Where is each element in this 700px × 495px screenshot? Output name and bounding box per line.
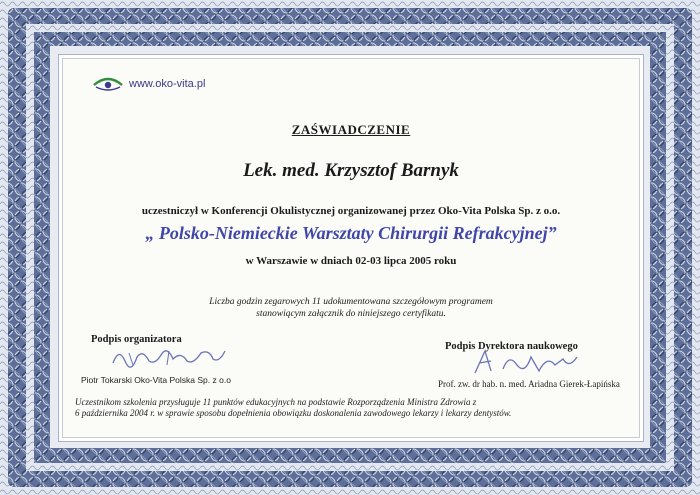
footer-line-2: 6 października 2004 r. w sprawie sposobu dopełnienia obowiązku doskonalenia zawodowego lekarzy i lekarzy dentystów. xyxy=(75,408,512,418)
hours-line-1: Liczba godzin zegarowych 11 udokumentowana szczegółowym programem xyxy=(209,297,493,307)
director-signature-image xyxy=(469,347,589,377)
director-signature-label: Podpis Dyrektora naukowego xyxy=(445,341,578,352)
hours-statement xyxy=(63,296,639,320)
website-url: www.oko-vita.pl xyxy=(129,78,206,90)
location-date: w Warszawie w dniach 02-03 lipca 2005 roku xyxy=(245,255,457,267)
eye-logo-icon xyxy=(93,77,123,91)
organizer-signature-image xyxy=(109,345,229,369)
recipient-name: Lek. med. Krzysztof Barnyk xyxy=(243,160,459,181)
certificate-title: ZAŚWIADCZENIE xyxy=(291,122,411,137)
organizer-signature-label: Podpis organizatora xyxy=(91,334,182,345)
oko-vita-logo xyxy=(93,77,205,91)
hours-line-2: stanowiącym załącznik do niniejszego certyfikatu. xyxy=(256,309,446,319)
workshop-name: „ Polsko-Niemieckie Warsztaty Chirurgii Refrakcyjnej” xyxy=(145,223,557,243)
director-name: Prof. zw. dr hab. n. med. Ariadna Gierek-Łapińska xyxy=(438,379,620,389)
participation-line: uczestniczył w Konferencji Okulistycznej organizowanej przez Oko-Vita Polska Sp. z o.o. xyxy=(141,205,561,217)
certificate-body xyxy=(62,58,640,438)
footer-line-1: Uczestnikom szkolenia przysługuje 11 punktów edukacyjnych na podstawie Rozporządzenia Ministra Zdrowia z xyxy=(75,397,477,407)
organizer-name: Piotr Tokarski Oko-Vita Polska Sp. z o.o xyxy=(81,375,231,385)
education-points-note xyxy=(75,397,635,419)
